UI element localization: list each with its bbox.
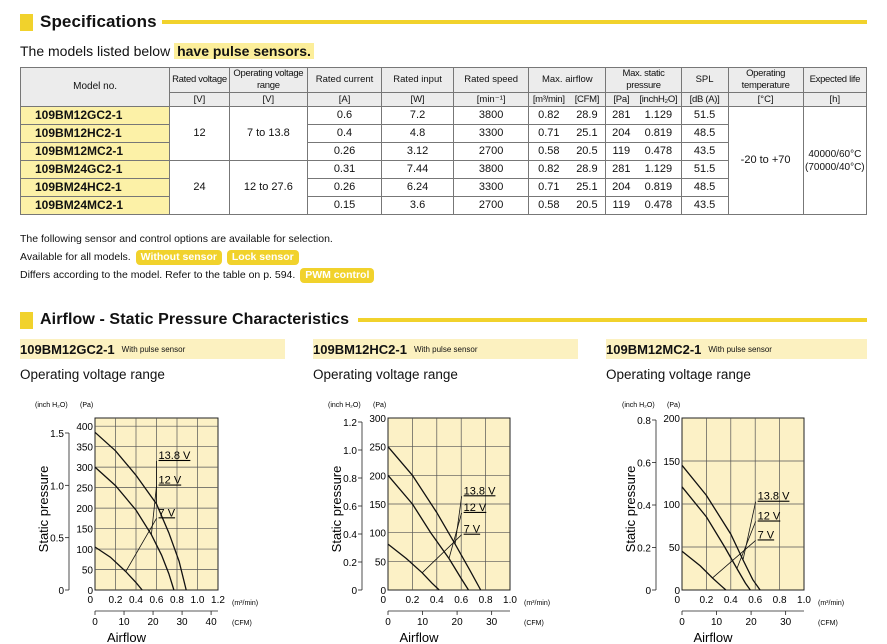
chart-y-tick-label: 300 [369, 414, 386, 425]
chart-y2-tick-label: 0 [645, 586, 651, 597]
chart-x-tick-label: 0 [674, 595, 680, 606]
chart-y-tick-label: 150 [369, 500, 386, 511]
chart-x2-unit: (CFM) [818, 620, 838, 627]
chart-3-subtitle: Operating voltage range [606, 367, 751, 382]
chart-series-label: 13.8 V [158, 449, 191, 462]
current-cell: 0.26 [307, 179, 381, 197]
chart-y2-unit: (inch H₂O) [622, 402, 655, 409]
current-cell: 0.26 [307, 143, 381, 161]
chart-y-tick-label: 0 [674, 586, 680, 597]
chart-3-pulse-label: With pulse sensor [708, 344, 772, 354]
current-cell: 0.31 [307, 161, 381, 179]
note-line-3-text: Differs according to the model. Refer to the table on p. 594. [20, 269, 296, 281]
static-inch-cell: 0.819 [636, 179, 681, 197]
chart-x-tick-label: 0.2 [108, 595, 123, 606]
unit-airflow-m3: [m³/min] [529, 93, 569, 107]
chart-y2-unit: (inch H₂O) [328, 402, 361, 409]
chart-x2-tick-label: 30 [486, 617, 498, 628]
airflow-m3-cell: 0.71 [529, 179, 569, 197]
chart-x2-tick-label: 20 [745, 617, 757, 628]
static-inch-cell: 0.478 [636, 197, 681, 215]
chart-x-tick-label: 0.6 [454, 595, 469, 606]
chart-series-label: 7 V [463, 523, 481, 536]
note-line-2-text: Available for all models. [20, 251, 131, 263]
chart-y2-tick-label: 1.2 [343, 418, 357, 429]
chart-x2-tick-label: 10 [710, 617, 723, 628]
chart-y-tick-label: 200 [369, 471, 386, 483]
model-cell: 109BM12GC2-1 [21, 107, 170, 125]
speed-cell: 3300 [454, 179, 529, 197]
chart-x-tick-label: 1.2 [211, 595, 225, 606]
header-spl: SPL [681, 68, 728, 93]
chart-x-tick-label: 0.4 [723, 595, 738, 606]
header-rated-speed: Rated speed [454, 68, 529, 93]
chart-y-tick-label: 100 [663, 500, 680, 511]
chart-y-axis-title: Static pressure [623, 465, 638, 553]
chart-y2-tick-label: 0.4 [343, 530, 357, 541]
chart-y-tick-label: 150 [663, 457, 680, 468]
static-pa-cell: 204 [606, 179, 636, 197]
chart-y-tick-label: 250 [76, 483, 93, 495]
airflow-cfm-cell: 28.9 [568, 161, 606, 179]
airflow-cfm-cell: 25.1 [568, 179, 606, 197]
unit-static-pa: [Pa] [606, 93, 636, 107]
chart-x-axis-title: Airflow [399, 630, 439, 644]
chart-2-subtitle: Operating voltage range [313, 367, 458, 382]
group-voltage-12: 12 [170, 107, 229, 161]
chart-y-tick-label: 50 [374, 557, 386, 569]
chart-x2-tick-label: 10 [416, 617, 429, 628]
chart-x-tick-label: 0.2 [405, 595, 420, 606]
chart-x-tick-label: 0 [380, 595, 386, 606]
chart-x2-unit: (CFM) [232, 620, 252, 627]
chart-x-axis-title: Airflow [693, 630, 733, 644]
intro-highlight: have pulse sensors. [174, 43, 314, 59]
chart-y-tick-label: 100 [369, 528, 386, 540]
chart-x2-tick-label: 30 [176, 617, 188, 628]
chart-y-axis-title: Static pressure [36, 465, 51, 553]
airflow-m3-cell: 0.82 [529, 161, 569, 179]
chart-x-unit: (m³/min) [524, 600, 551, 607]
speed-cell: 3800 [454, 161, 529, 179]
header-max-static: Max. static pressure [606, 68, 681, 93]
characteristics-title: Airflow - Static Pressure Characteristics [40, 311, 350, 328]
chart-y2-tick-label: 0.5 [50, 533, 64, 545]
lock-sensor-badge: Lock sensor [227, 250, 299, 265]
unit-rated-current: [A] [307, 93, 381, 107]
chart-1-pulse-label: With pulse sensor [121, 344, 186, 354]
static-inch-cell: 0.478 [636, 143, 681, 161]
header-rated-voltage: Rated voltage [170, 68, 229, 93]
chart-y2-tick-label: 1.5 [50, 429, 64, 440]
current-cell: 0.6 [307, 107, 381, 125]
chart-x2-tick-label: 10 [118, 617, 130, 628]
chart-series-label: 12 V [757, 510, 781, 523]
chart-y2-tick-label: 0 [351, 586, 357, 597]
chart-y-tick-label: 350 [76, 442, 93, 454]
chart-series-label: 13.8 V [463, 485, 496, 498]
chart-y2-unit: (inch H₂O) [35, 402, 68, 409]
chart-series-label: 12 V [463, 501, 487, 514]
chart-x2-tick-label: 30 [780, 617, 792, 628]
static-pa-cell: 204 [606, 125, 636, 143]
chart-y-tick-label: 200 [663, 414, 680, 425]
chart-y-axis-title: Static pressure [329, 465, 344, 553]
model-cell: 109BM12MC2-1 [21, 143, 170, 161]
current-cell: 0.15 [307, 197, 381, 215]
model-cell: 109BM24MC2-1 [21, 197, 170, 215]
chart-2-model: 109BM12HC2-1 [313, 341, 407, 357]
input-cell: 4.8 [382, 125, 454, 143]
static-pa-cell: 119 [606, 197, 636, 215]
pwm-control-badge: PWM control [300, 268, 374, 283]
airflow-cfm-cell: 20.5 [568, 197, 606, 215]
airflow-m3-cell: 0.82 [529, 107, 569, 125]
spl-cell: 51.5 [681, 107, 728, 125]
unit-op-temp: [°C] [728, 93, 803, 107]
input-cell: 3.12 [382, 143, 454, 161]
chart-x-unit: (m³/min) [232, 600, 259, 607]
input-cell: 7.44 [382, 161, 454, 179]
chart-x2-tick-label: 0 [92, 617, 98, 628]
chart-x-tick-label: 0.2 [699, 595, 714, 606]
group-op-temp: -20 to +70 [728, 107, 803, 215]
airflow-m3-cell: 0.71 [529, 125, 569, 143]
chart-y-tick-label: 50 [668, 543, 680, 554]
chart-y-tick-label: 150 [76, 524, 93, 536]
life-line-1: 40000/60°C [808, 148, 862, 160]
static-inch-cell: 0.819 [636, 125, 681, 143]
unit-static-inch: [inchH₂O] [636, 93, 681, 107]
header-op-voltage: Operating voltage range [229, 68, 307, 93]
chart-y-tick-label: 100 [76, 545, 93, 557]
airflow-m3-cell: 0.58 [529, 197, 569, 215]
spl-cell: 48.5 [681, 125, 728, 143]
group-range-24: 12 to 27.6 [229, 161, 307, 215]
chart-y-unit: (Pa) [80, 402, 94, 409]
static-inch-cell: 1.129 [636, 107, 681, 125]
chart-series-label: 13.8 V [757, 490, 790, 503]
without-sensor-badge: Without sensor [136, 250, 222, 265]
header-max-airflow: Max. airflow [529, 68, 606, 93]
chart-3-model: 109BM12MC2-1 [606, 341, 702, 357]
unit-rated-speed: [min⁻¹] [454, 93, 529, 107]
chart-1-subtitle: Operating voltage range [20, 367, 165, 382]
chart-y2-tick-label: 0.6 [343, 502, 357, 513]
chart-x2-tick-label: 0 [679, 617, 685, 628]
unit-op-voltage: [V] [229, 93, 307, 107]
model-cell: 109BM12HC2-1 [21, 125, 170, 143]
chart-x-tick-label: 1.0 [190, 595, 205, 606]
spl-cell: 48.5 [681, 179, 728, 197]
chart-y2-tick-label: 0.4 [637, 501, 651, 512]
header-rated-current: Rated current [307, 68, 381, 93]
chart-y-tick-label: 200 [76, 504, 93, 516]
chart-x-tick-label: 1.0 [503, 595, 517, 606]
chart-x-axis-title: Airflow [106, 630, 147, 644]
input-cell: 6.24 [382, 179, 454, 197]
header-rated-input: Rated input [382, 68, 454, 93]
header-life: Expected life [803, 68, 866, 93]
airflow-m3-cell: 0.58 [529, 143, 569, 161]
chart-y2-tick-label: 0.2 [343, 558, 357, 569]
group-voltage-24: 24 [170, 161, 229, 215]
model-cell: 109BM24HC2-1 [21, 179, 170, 197]
chart-2-pulse-label: With pulse sensor [413, 344, 478, 354]
chart-x2-tick-label: 20 [147, 617, 159, 628]
speed-cell: 2700 [454, 197, 529, 215]
specifications-title: Specifications [40, 12, 157, 31]
chart-x-unit: (m³/min) [818, 600, 845, 607]
unit-airflow-cfm: [CFM] [568, 93, 606, 107]
spl-cell: 51.5 [681, 161, 728, 179]
chart-x-tick-label: 1.0 [797, 595, 811, 606]
chart-y2-tick-label: 1.0 [343, 446, 357, 457]
model-cell: 109BM24GC2-1 [21, 161, 170, 179]
static-inch-cell: 1.129 [636, 161, 681, 179]
life-line-2: (70000/40°C) [805, 161, 865, 173]
intro-prefix: The models listed below [20, 43, 171, 59]
chart-y2-tick-label: 0 [58, 586, 64, 597]
note-line-1: The following sensor and control options are available for selection. [20, 233, 333, 245]
chart-y2-tick-label: 0.8 [637, 416, 651, 427]
chart-y-tick-label: 50 [81, 565, 93, 577]
chart-y2-tick-label: 1.0 [50, 481, 64, 493]
static-pa-cell: 119 [606, 143, 636, 161]
current-cell: 0.4 [307, 125, 381, 143]
chart-series-label: 12 V [158, 474, 182, 487]
input-cell: 3.6 [382, 197, 454, 215]
chart-1-model: 109BM12GC2-1 [20, 341, 115, 357]
chart-series-label: 7 V [757, 529, 775, 542]
chart-y2-tick-label: 0.2 [637, 543, 651, 555]
static-pa-cell: 281 [606, 161, 636, 179]
chart-y-tick-label: 400 [76, 422, 93, 434]
chart-x2-unit: (CFM) [524, 620, 544, 627]
spl-cell: 43.5 [681, 143, 728, 161]
chart-x-tick-label: 0.8 [772, 595, 787, 606]
unit-rated-voltage: [V] [170, 93, 229, 107]
chart-y2-tick-label: 0.6 [637, 458, 651, 470]
unit-spl: [dB (A)] [681, 93, 728, 107]
speed-cell: 3300 [454, 125, 529, 143]
chart-y-unit: (Pa) [373, 402, 387, 409]
chart-x2-tick-label: 40 [205, 617, 217, 628]
chart-x-tick-label: 0 [87, 595, 93, 606]
chart-x-tick-label: 0.4 [129, 595, 143, 606]
airflow-cfm-cell: 20.5 [568, 143, 606, 161]
speed-cell: 3800 [454, 107, 529, 125]
chart-y-unit: (Pa) [667, 402, 681, 409]
header-op-temp: Operating temperature [728, 68, 803, 93]
speed-cell: 2700 [454, 143, 529, 161]
header-model: Model no. [21, 68, 170, 107]
unit-life: [h] [803, 93, 866, 107]
chart-x-tick-label: 0.6 [748, 595, 763, 606]
chart-x-tick-label: 0.8 [170, 595, 184, 606]
unit-rated-input: [W] [382, 93, 454, 107]
airflow-cfm-cell: 28.9 [568, 107, 606, 125]
chart-y-tick-label: 300 [76, 463, 93, 475]
static-pa-cell: 281 [606, 107, 636, 125]
chart-x-tick-label: 0.6 [149, 595, 164, 606]
input-cell: 7.2 [382, 107, 454, 125]
chart-x-tick-label: 0.4 [429, 595, 444, 606]
airflow-cfm-cell: 25.1 [568, 125, 606, 143]
chart-y-tick-label: 0 [87, 586, 93, 597]
spl-cell: 43.5 [681, 197, 728, 215]
chart-x2-tick-label: 20 [451, 617, 463, 628]
chart-y-tick-label: 250 [369, 442, 386, 454]
chart-x2-tick-label: 0 [385, 617, 391, 628]
chart-y-tick-label: 0 [380, 586, 386, 597]
chart-x-tick-label: 0.8 [478, 595, 493, 606]
chart-series-label: 7 V [158, 507, 176, 520]
group-range-12: 7 to 13.8 [229, 107, 307, 161]
chart-y2-tick-label: 0.8 [343, 474, 357, 485]
